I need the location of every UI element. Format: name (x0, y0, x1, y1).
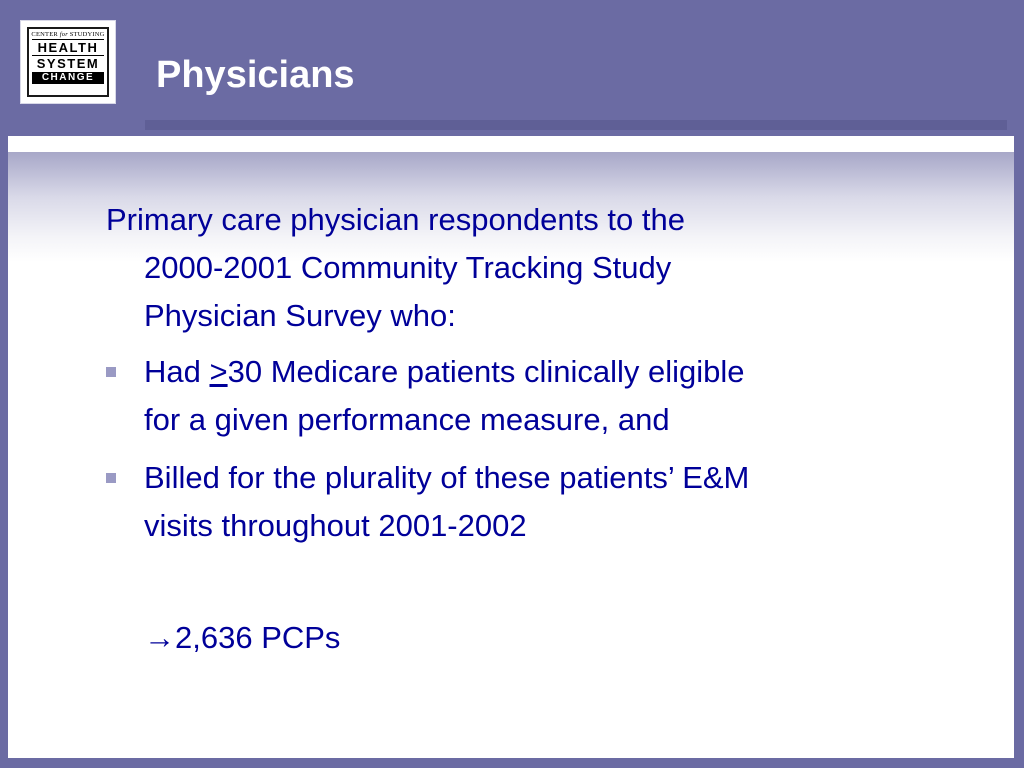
logo-word-system: SYSTEM (32, 55, 104, 71)
logo-top-text-1: CENTER (31, 31, 60, 38)
intro-line-1: Primary care physician respondents to the (106, 202, 685, 237)
bullet-1-line-1 (144, 348, 946, 396)
logo-border (27, 27, 109, 97)
slide-title: Physicians (156, 54, 355, 96)
bullet-item-2 (106, 454, 946, 550)
frame-right (1014, 134, 1024, 768)
bullet-2-line-2: visits throughout 2001-2002 (144, 508, 527, 543)
intro-paragraph (106, 196, 946, 340)
hsc-logo (20, 20, 116, 104)
logo-word-change: CHANGE (32, 72, 104, 84)
intro-line-2: 2000-2001 Community Tracking Study (144, 250, 672, 285)
logo-word-health: HEALTH (32, 39, 104, 55)
frame-bottom (0, 758, 1024, 768)
bullet-square-icon (106, 367, 116, 377)
bullet-item-1 (106, 348, 946, 444)
bullet-2-line-1: Billed for the plurality of these patients’ E&M (144, 460, 750, 495)
right-arrow-icon: → (144, 620, 175, 655)
bullet-1-line-2: for a given performance measure, and (144, 402, 670, 437)
greater-equal-symbol: > (209, 354, 228, 389)
header-shade (145, 120, 1007, 130)
frame-left (0, 0, 8, 768)
result-text: 2,636 PCPs (175, 620, 341, 655)
slide-header (0, 0, 1024, 134)
bullet-square-icon (106, 473, 116, 483)
bullet-1-prefix: Had (144, 354, 210, 389)
bullet-1-rest: 30 Medicare patients clinically eligible (227, 354, 745, 389)
logo-top-line (31, 31, 104, 39)
logo-top-italic: for (59, 31, 68, 38)
logo-top-text-2: STUDYING (67, 31, 105, 38)
intro-line-3: Physician Survey who: (144, 298, 456, 333)
header-divider (8, 136, 1014, 152)
result-line (144, 614, 340, 662)
